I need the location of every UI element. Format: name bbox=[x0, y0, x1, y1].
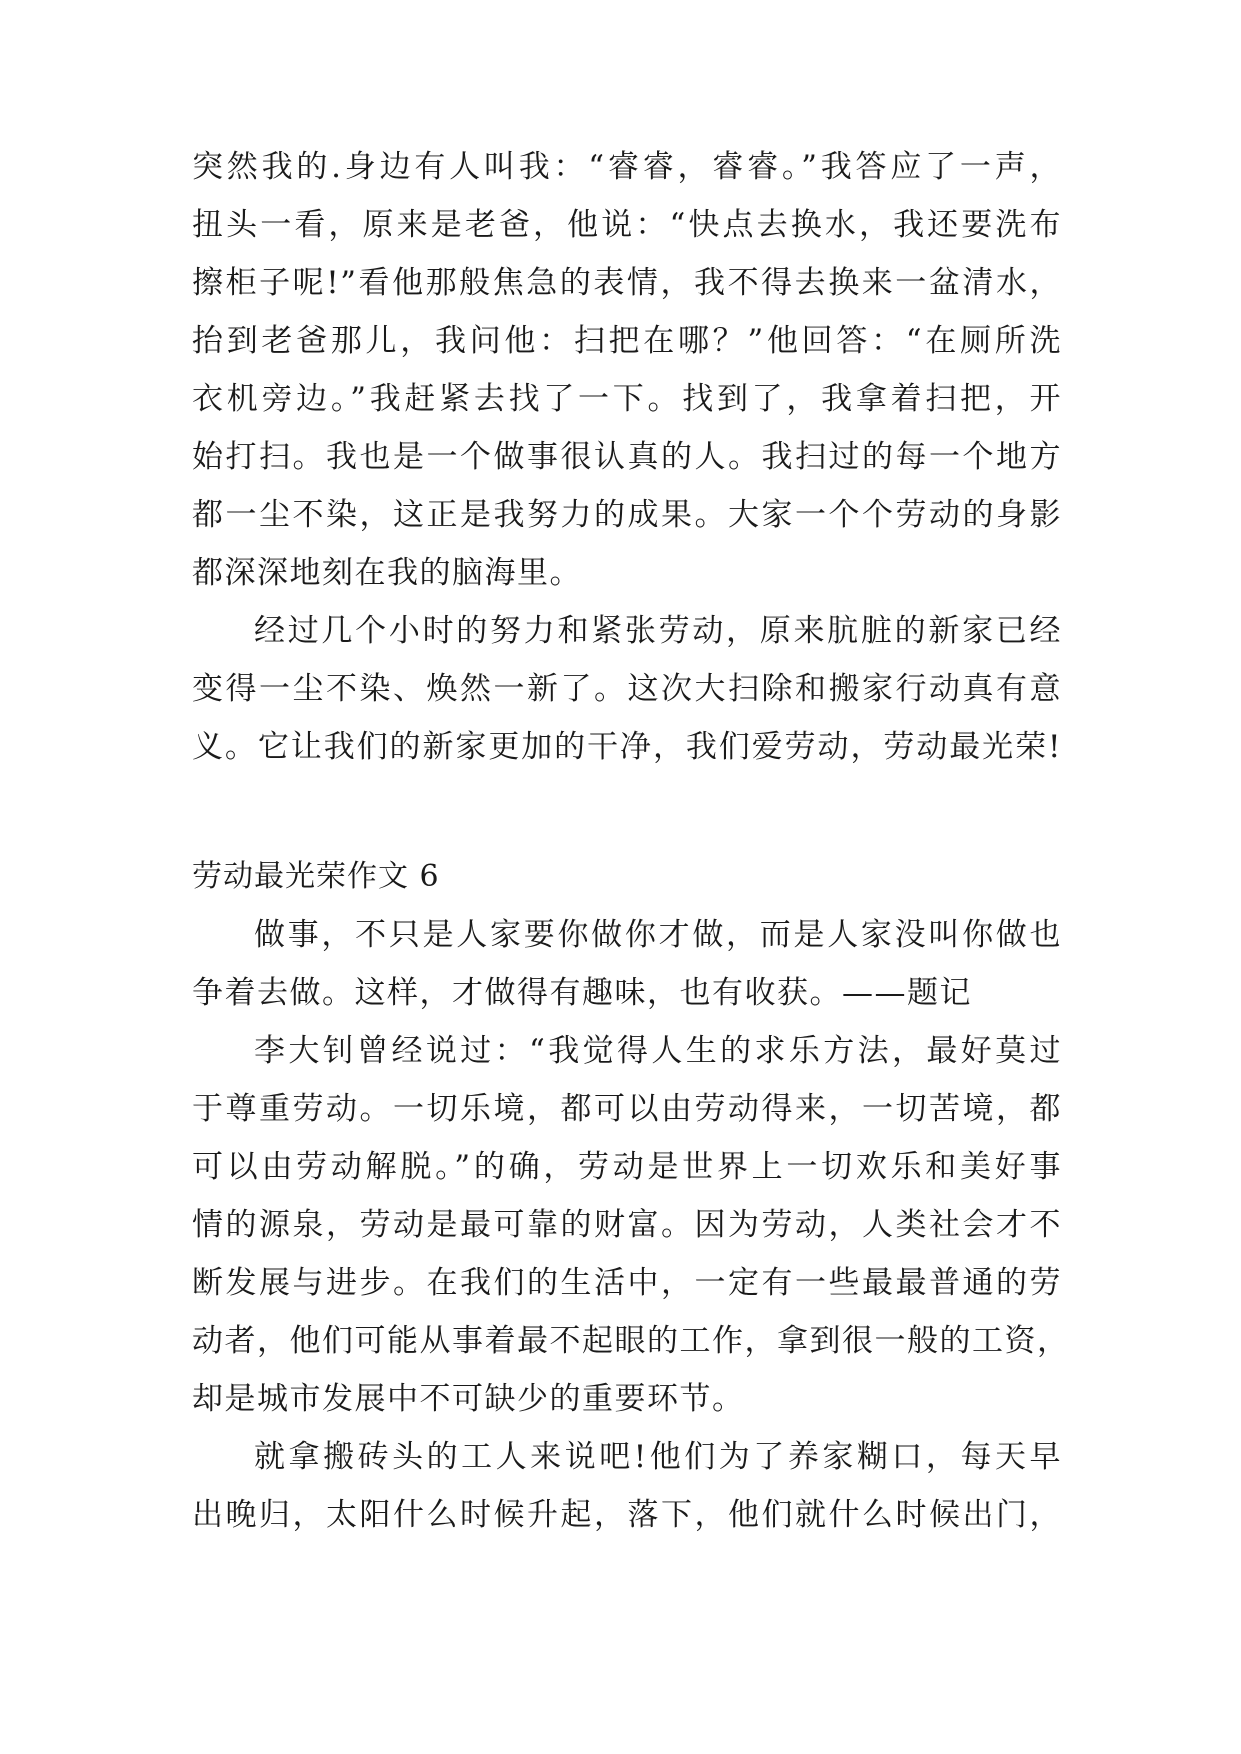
text-line: 情的源泉，劳动是最可靠的财富。因为劳动，人类社会才不 bbox=[192, 1207, 1062, 1243]
essay-title: 劳动最光荣作文 6 bbox=[192, 859, 440, 894]
text-line: 却是城市发展中不可缺少的重要环节。 bbox=[192, 1381, 745, 1417]
text-line: 义。它让我们的新家更加的干净，我们爱劳动，劳动最光荣! bbox=[192, 729, 1062, 765]
text-line: 经过几个小时的努力和紧张劳动，原来肮脏的新家已经 bbox=[254, 613, 1062, 649]
paragraph-epigraph bbox=[192, 906, 1062, 1022]
text-line: 就拿搬砖头的工人来说吧!他们为了养家糊口，每天早 bbox=[254, 1439, 1062, 1475]
text-line: 扭头一看，原来是老爸，他说：“快点去换水，我还要洗布 bbox=[192, 207, 1062, 243]
text-line: 突然我的.身边有人叫我：“睿睿，睿睿。”我答应了一声， bbox=[192, 149, 1062, 185]
text-line: 出晚归，太阳什么时候升起，落下，他们就什么时候出门， bbox=[192, 1497, 1062, 1533]
text-line: 断发展与进步。在我们的生活中，一定有一些最最普通的劳 bbox=[192, 1265, 1062, 1301]
text-line: 擦柜子呢!”看他那般焦急的表情，我不得去换来一盆清水， bbox=[192, 265, 1062, 301]
text-line: 抬到老爸那儿，我问他：扫把在哪？”他回答：“在厕所洗 bbox=[192, 323, 1062, 359]
text-line: 都一尘不染，这正是我努力的成果。大家一个个劳动的身影 bbox=[192, 497, 1062, 533]
text-line: 动者，他们可能从事着最不起眼的工作，拿到很一般的工资， bbox=[192, 1323, 1070, 1359]
section-heading bbox=[192, 848, 1062, 906]
paragraph-conclusion bbox=[192, 602, 1062, 776]
text-line: 于尊重劳动。一切乐境，都可以由劳动得来，一切苦境，都 bbox=[192, 1091, 1062, 1127]
text-line: 李大钊曾经说过：“我觉得人生的求乐方法，最好莫过 bbox=[254, 1033, 1062, 1069]
text-line: 始打扫。我也是一个做事很认真的人。我扫过的每一个地方 bbox=[192, 439, 1062, 475]
text-line: 都深深地刻在我的脑海里。 bbox=[192, 555, 582, 591]
text-line: 可以由劳动解脱。”的确，劳动是世界上一切欢乐和美好事 bbox=[192, 1149, 1062, 1185]
text-line: 衣机旁边。”我赶紧去找了一下。找到了，我拿着扫把，开 bbox=[192, 381, 1062, 417]
text-line: 争着去做。这样，才做得有趣味，也有收获。——题记 bbox=[192, 975, 972, 1011]
paragraph-continuation bbox=[192, 138, 1062, 602]
text-line: 做事，不只是人家要你做你才做，而是人家没叫你做也 bbox=[254, 917, 1062, 953]
paragraph-workers bbox=[192, 1428, 1062, 1544]
paragraph-quote bbox=[192, 1022, 1070, 1428]
text-line: 变得一尘不染、焕然一新了。这次大扫除和搬家行动真有意 bbox=[192, 671, 1062, 707]
